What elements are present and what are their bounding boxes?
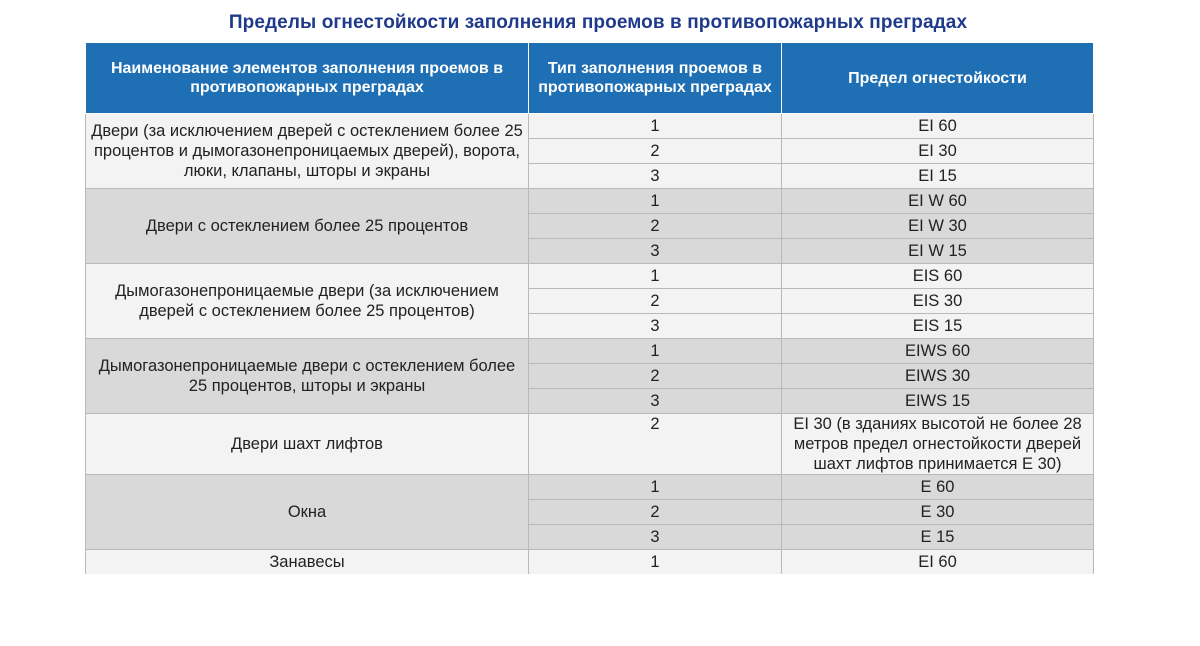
fill-type-cell: 3 — [529, 164, 782, 189]
column-header-fill-type: Тип заполнения проемов в противопожарных преградах — [529, 43, 782, 114]
element-name-cell: Окна — [86, 475, 529, 550]
fill-type-cell: 3 — [529, 239, 782, 264]
fire-limit-cell: E 15 — [782, 525, 1094, 550]
fill-type-cell: 3 — [529, 314, 782, 339]
element-name-cell: Дымогазонепроницаемые двери с остеклением более 25 процентов, шторы и экраны — [86, 339, 529, 414]
column-header-element-name: Наименование элементов заполнения проемов в противопожарных преградах — [86, 43, 529, 114]
fire-limit-cell: EIWS 60 — [782, 339, 1094, 364]
column-header-fire-limit: Предел огнестойкости — [782, 43, 1094, 114]
fire-limit-cell: E 60 — [782, 475, 1094, 500]
fire-limit-cell: EIWS 30 — [782, 364, 1094, 389]
table-row — [86, 550, 1094, 575]
fire-limit-cell: EI W 15 — [782, 239, 1094, 264]
table-row — [86, 114, 1094, 139]
fire-limit-cell: EI W 30 — [782, 214, 1094, 239]
fire-limit-cell: EIWS 15 — [782, 389, 1094, 414]
element-name-cell: Занавесы — [86, 550, 529, 575]
table-row — [86, 414, 1094, 475]
table-row — [86, 189, 1094, 214]
fire-limit-cell: EI 15 — [782, 164, 1094, 189]
fire-limit-cell: EIS 60 — [782, 264, 1094, 289]
fill-type-cell: 1 — [529, 114, 782, 139]
fire-limit-cell: E 30 — [782, 500, 1094, 525]
fill-type-cell: 1 — [529, 189, 782, 214]
fill-type-cell: 1 — [529, 339, 782, 364]
fill-type-cell: 2 — [529, 214, 782, 239]
fire-limit-cell: EIS 15 — [782, 314, 1094, 339]
fire-limit-cell: EI 30 — [782, 139, 1094, 164]
fill-type-cell: 2 — [529, 139, 782, 164]
fill-type-cell: 1 — [529, 550, 782, 575]
fire-resistance-table — [85, 42, 1094, 574]
fire-limit-cell: EIS 30 — [782, 289, 1094, 314]
element-name-cell: Двери (за исключением дверей с остеклением более 25 процентов и дымогазонепроницаемых дверей), ворота, люки, клапаны, шторы и экраны — [86, 114, 529, 189]
fill-type-cell: 2 — [529, 500, 782, 525]
fire-limit-cell: EI W 60 — [782, 189, 1094, 214]
table-row — [86, 475, 1094, 500]
fill-type-cell: 3 — [529, 525, 782, 550]
element-name-cell: Двери с остеклением более 25 процентов — [86, 189, 529, 264]
fill-type-cell: 3 — [529, 389, 782, 414]
fill-type-cell: 1 — [529, 475, 782, 500]
fill-type-cell: 2 — [529, 414, 782, 475]
fill-type-cell: 1 — [529, 264, 782, 289]
fill-type-cell: 2 — [529, 289, 782, 314]
page-title: Пределы огнестойкости заполнения проемов в противопожарных преградах — [228, 12, 968, 33]
table-row — [86, 339, 1094, 364]
element-name-cell: Двери шахт лифтов — [86, 414, 529, 475]
fire-limit-cell: EI 60 — [782, 114, 1094, 139]
element-name-cell: Дымогазонепроницаемые двери (за исключением дверей с остеклением более 25 процентов) — [86, 264, 529, 339]
fire-limit-cell: EI 60 — [782, 550, 1094, 575]
table-row — [86, 264, 1094, 289]
table-body — [86, 114, 1094, 575]
table-header — [86, 43, 1094, 114]
fire-limit-cell: EI 30 (в зданиях высотой не более 28 метров предел огнестойкости дверей шахт лифтов принимается E 30) — [782, 414, 1094, 475]
fill-type-cell: 2 — [529, 364, 782, 389]
